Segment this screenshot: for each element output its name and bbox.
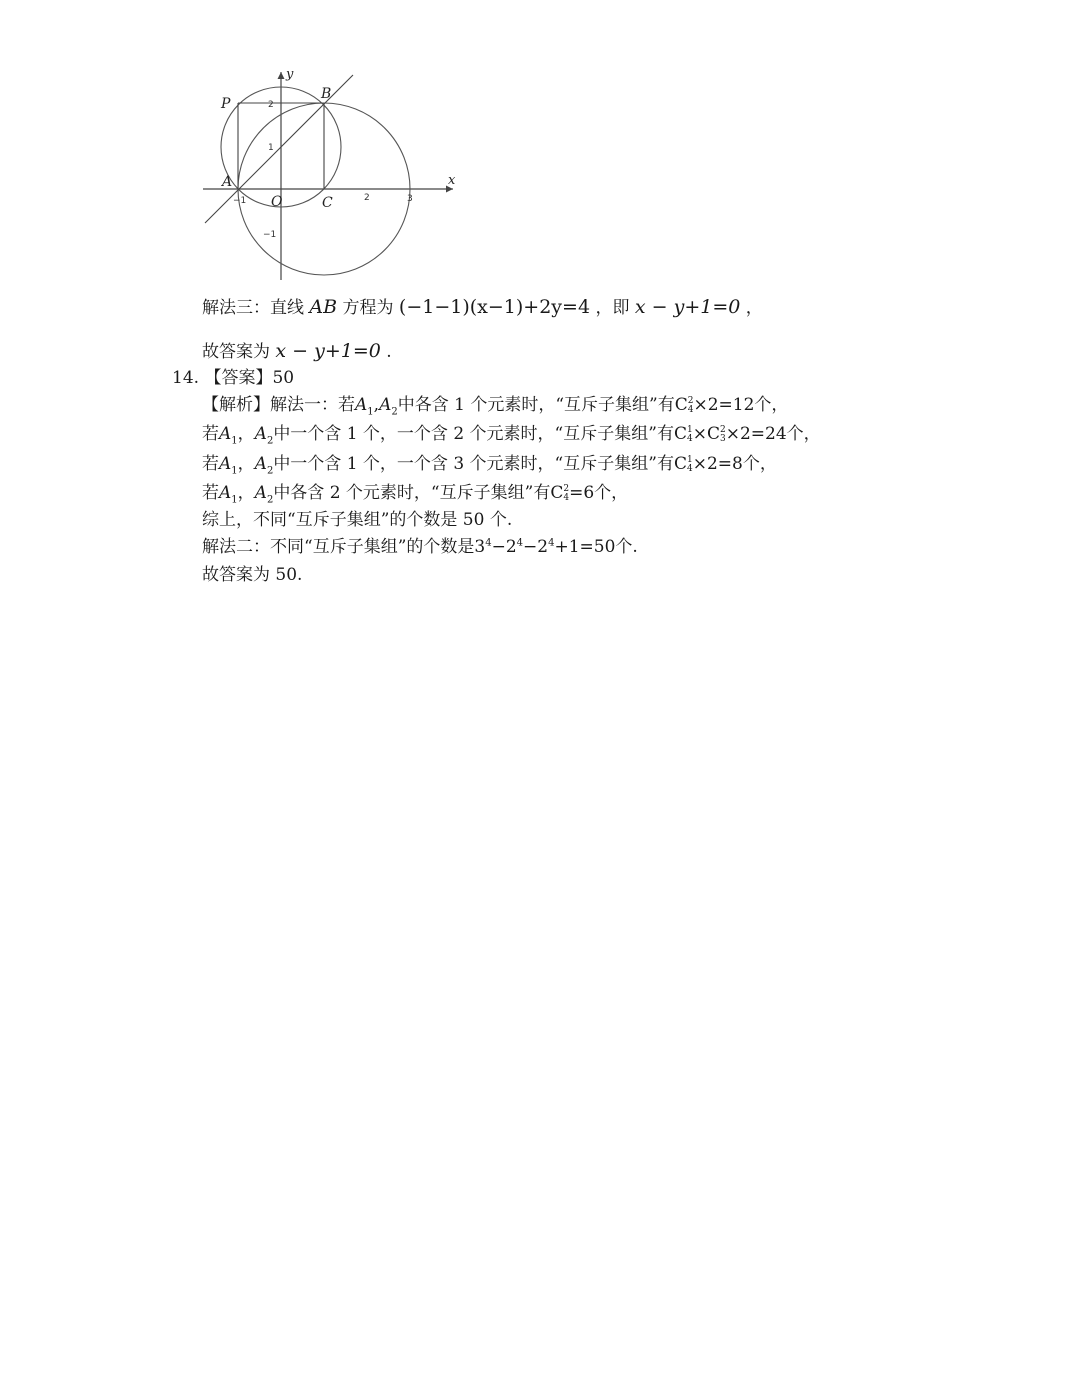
subscript: 1 [231, 494, 238, 506]
text-segment: 解法二：不同“互斥子集组”的个数是 [202, 537, 475, 557]
math-equation: x − y+1=0 [275, 340, 381, 362]
math-a: A [355, 395, 368, 415]
text-segment: 解法三：直线 [202, 298, 304, 318]
question-14-answer [172, 368, 294, 389]
subscript: 1 [231, 465, 238, 477]
analysis-line-1 [202, 395, 788, 419]
label-x: x [448, 173, 456, 188]
question-number: 14. [172, 368, 200, 388]
text-segment: =6个， [569, 483, 629, 503]
text-segment: 中一个含 1 个，一个含 3 个元素时，“互斥子集组”有 [273, 454, 674, 474]
text-segment: ， [745, 298, 763, 318]
superscript: 4 [485, 537, 492, 549]
math-a: A [219, 424, 232, 444]
subscript: 4 [563, 492, 570, 503]
math-term: −2 [491, 537, 517, 557]
subscript: 1 [367, 406, 374, 418]
superscript: 1 [686, 424, 693, 435]
subscript: 4 [687, 404, 694, 415]
subscript: 2 [391, 406, 398, 418]
text-segment: ， [237, 483, 255, 503]
math-equation: (−1−1)(x−1)+2y=4 [398, 296, 591, 318]
text-segment: 故答案为 [202, 342, 270, 362]
text-segment: 综上，不同“互斥子集组”的个数是 50 个. [202, 510, 513, 530]
math-a: A [219, 454, 232, 474]
math-ab: AB [309, 296, 338, 318]
label-o: O [271, 194, 283, 210]
solution-two-line [202, 537, 638, 558]
math-a: A [254, 483, 267, 503]
superscript: 4 [548, 537, 555, 549]
text-segment: ×2=24个， [725, 424, 821, 444]
math-c: C [673, 424, 687, 444]
math-a: A [379, 395, 392, 415]
subscript: 4 [686, 433, 693, 444]
math-term: −2 [523, 537, 549, 557]
text-segment: , [373, 395, 380, 415]
text-segment: 若 [202, 424, 219, 444]
math-c: C [674, 395, 688, 415]
subscript: 1 [231, 435, 238, 447]
label-a: A [222, 174, 233, 190]
tick-y-2: 2 [268, 100, 274, 110]
label-y: y [286, 67, 294, 82]
tick-x-neg1: −1 [233, 196, 247, 206]
text-segment: 中各含 1 个元素时，“互斥子集组”有 [397, 395, 675, 415]
subscript: 3 [719, 433, 726, 444]
text-segment: 若 [202, 454, 219, 474]
text-segment: ×2=12个， [693, 395, 789, 415]
math-a: A [254, 424, 267, 444]
math-c: C [550, 483, 564, 503]
text-segment: 【解析】解法一：若 [202, 395, 355, 415]
superscript: 2 [719, 424, 726, 435]
text-segment: 方程为 [342, 298, 394, 318]
subscript: 2 [266, 465, 274, 477]
label-b: B [321, 86, 332, 102]
subscript: 2 [266, 494, 274, 506]
math-term: +1=50个. [554, 537, 638, 557]
answer-text: 【答案】50 [204, 368, 295, 388]
superscript: 2 [687, 395, 694, 406]
superscript: 4 [516, 537, 524, 549]
math-c: C [706, 424, 720, 444]
tick-y-neg1: −1 [263, 230, 277, 240]
math-term: 3 [474, 537, 486, 557]
math-a: A [254, 454, 267, 474]
text-segment: × [692, 424, 707, 444]
math-equation: x − y+1=0 [634, 296, 741, 318]
analysis-line-4 [202, 483, 628, 507]
math-a: A [219, 483, 232, 503]
superscript: 1 [686, 454, 693, 465]
label-p: P [221, 96, 231, 112]
tick-x-2: 2 [364, 193, 370, 203]
solution-three-line [202, 296, 763, 320]
text-segment: ，即 [595, 298, 630, 318]
analysis-line-2 [202, 424, 821, 448]
summary-line [202, 510, 512, 531]
answer-line-13 [202, 340, 392, 364]
label-c: C [322, 195, 333, 211]
tick-y-1: 1 [268, 143, 274, 153]
geometry-figure [195, 60, 465, 285]
text-segment: 中一个含 1 个，一个含 2 个元素时，“互斥子集组”有 [273, 424, 674, 444]
text-segment: . [386, 342, 392, 362]
tick-x-3: 3 [407, 194, 413, 204]
answer-line-14 [202, 565, 302, 586]
subscript: 2 [266, 435, 274, 447]
text-segment: 中各含 2 个元素时，“互斥子集组”有 [273, 483, 551, 503]
math-c: C [673, 454, 687, 474]
text-segment: ， [237, 454, 255, 474]
analysis-line-3 [202, 454, 777, 478]
text-segment: 若 [202, 483, 219, 503]
subscript: 4 [686, 463, 693, 474]
superscript: 2 [563, 483, 570, 494]
text-segment: ， [237, 424, 255, 444]
text-segment: ×2=8个， [692, 454, 777, 474]
text-segment: 故答案为 50. [202, 565, 303, 585]
